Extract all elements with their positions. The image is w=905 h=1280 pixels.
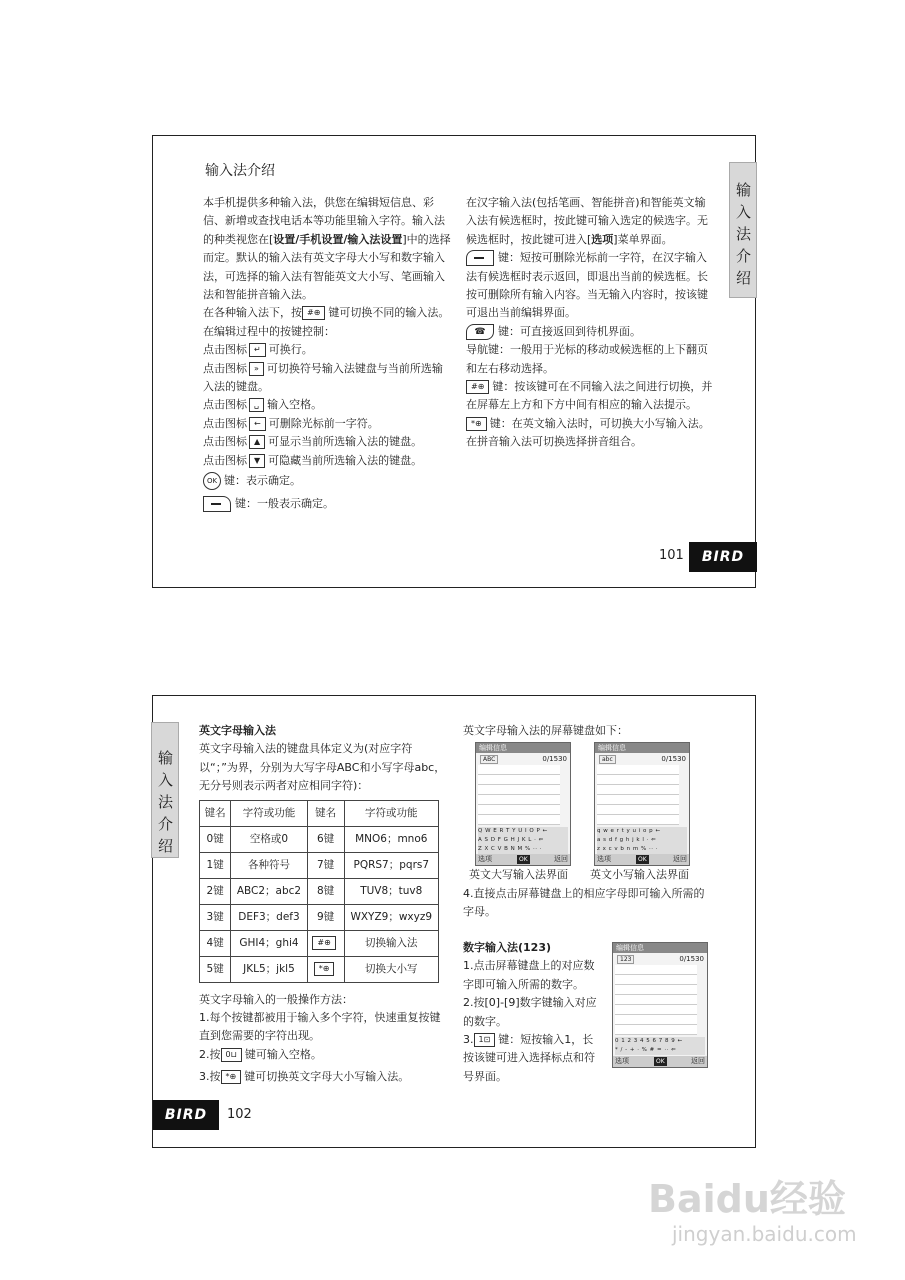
softkey-left: 选项	[597, 855, 611, 863]
icon-line	[203, 396, 453, 414]
hash-key-icon: #⊕	[466, 380, 489, 394]
zero-key-icon: 0⊔	[221, 1048, 242, 1062]
softkey-bar	[613, 1056, 707, 1067]
mode-indicator: ABC	[480, 755, 498, 764]
star-key-icon: *⊕	[466, 417, 487, 431]
function-key-icon: #⊕	[312, 936, 335, 950]
page-number: 101	[659, 548, 684, 563]
function-key-icon: *⊕	[314, 962, 335, 976]
table-cell: 空格或0	[231, 826, 307, 852]
clear-key-paragraph	[466, 249, 714, 323]
text: 键可输入空格。	[244, 1047, 322, 1061]
text: 可隐藏当前所选输入法的键盘。	[268, 453, 423, 467]
side-tab	[729, 162, 757, 298]
page-number: 102	[227, 1107, 252, 1122]
phone-screen-lower	[594, 742, 690, 866]
softkey-bar	[595, 854, 689, 865]
kb-row: A S D F G H J K L · ⇐	[478, 837, 544, 843]
keyboard-icon: ↵	[249, 343, 266, 357]
kb-row: z x c v b n m % ·· ·	[597, 846, 658, 852]
text: 在各种输入法下，按	[203, 306, 302, 320]
bird-logo: BIRD	[689, 542, 757, 572]
icon-line	[203, 341, 453, 359]
star-key-icon: *⊕	[221, 1070, 242, 1084]
text-area	[478, 765, 560, 825]
icon-lines	[203, 341, 453, 470]
text: 键：短按输入1，长按该键可进入选择标点和符号界面。	[463, 1033, 595, 1083]
keyboard-icon: ←	[249, 417, 266, 431]
keyboard-icon: ▲	[249, 435, 265, 449]
table-cell: PQRS7；pqrs7	[344, 852, 438, 878]
numeric-section	[463, 939, 603, 1086]
table-row	[200, 930, 439, 956]
text: 点击图标	[203, 343, 247, 357]
table-header-row	[200, 800, 439, 826]
text: 键：在英文输入法时，可切换大小写输入法。在拼音输入法可切换选择拼音组合。	[466, 416, 710, 449]
table-cell: MNO6；mno6	[344, 826, 438, 852]
text: 键可切换不同的输入法。	[328, 306, 450, 320]
table-cell: 各种符号	[231, 852, 307, 878]
candidate-paragraph	[466, 194, 714, 249]
table-cell: 0键	[200, 826, 231, 852]
table-header-cell: 键名	[200, 800, 231, 826]
side-tab	[151, 722, 179, 858]
table-cell: 7键	[307, 852, 344, 878]
table-cell: 2键	[200, 878, 231, 904]
text: 在汉字输入法(包括笔画、智能拼音)和智能英文输入法有候选框时，按此键可输入选定的候选字。无候选框时，按此键可进入[	[466, 196, 708, 246]
ok-key-icon: OK	[203, 472, 221, 490]
char-count: 0/1530	[679, 955, 704, 963]
text: 键：表示确定。	[224, 474, 301, 488]
table-cell	[307, 956, 344, 982]
icon-line	[203, 415, 453, 433]
icon-line	[203, 433, 453, 451]
table-row	[200, 852, 439, 878]
table-cell: JKL5；jkl5	[231, 956, 307, 982]
keyboard-icon: ␣	[249, 398, 264, 412]
table-cell: 3键	[200, 904, 231, 930]
softkey-line	[203, 495, 453, 513]
table-header-cell: 字符或功能	[344, 800, 438, 826]
keyboard-icon: »	[249, 362, 264, 376]
table-cell: 8键	[307, 878, 344, 904]
screen-title: 编辑信息	[595, 743, 689, 753]
text: 键：一般表示确定。	[235, 496, 334, 510]
mode-indicator: 123	[617, 955, 634, 964]
kb-row: a s d f g h j k l · ⇐	[597, 837, 657, 843]
end-key-paragraph	[466, 323, 714, 341]
caption-lower: 英文小写输入法界面	[590, 868, 689, 881]
switch-paragraph	[203, 304, 453, 322]
table-header-cell: 键名	[307, 800, 344, 826]
ops-title: 英文字母输入的一般操作方法：	[199, 992, 353, 1006]
text: 点击图标	[203, 435, 247, 449]
onscreen-keyboard	[478, 827, 568, 854]
hash-key-icon: #⊕	[302, 306, 325, 320]
page-101	[152, 135, 756, 588]
menu-option: 选项	[591, 232, 614, 246]
mode-indicator: abc	[599, 755, 616, 764]
text: 键：可直接返回到待机界面。	[498, 324, 641, 338]
text-area	[597, 765, 679, 825]
section-intro: 英文字母输入法的键盘具体定义为(对应字符以“；”为界，分别为大写字母ABC和小写字母abc，无分号则表示两者对应相同字符)：	[199, 742, 446, 793]
softkey-ok: OK	[519, 856, 528, 863]
softkey-ok: OK	[656, 1058, 665, 1065]
op-2	[199, 1046, 449, 1064]
text: 3.按	[199, 1070, 221, 1084]
key-table	[199, 800, 439, 983]
table-header-cell: 字符或功能	[231, 800, 307, 826]
text: 可显示当前所选输入法的键盘。	[268, 435, 423, 449]
table-cell: GHI4；ghi4	[231, 930, 307, 956]
text: 点击图标	[203, 361, 247, 375]
table-cell	[307, 930, 344, 956]
screen-title: 编辑信息	[476, 743, 570, 753]
text: ]中的选择而定。默认的输入法有英文字母大小写和数字输入法，可选择的输入法有智能英文大小写、笔画输入法和智能拼音输入法。	[203, 232, 451, 302]
kb-row: q w e r t y u i o p ←	[597, 828, 661, 834]
table-cell: 切换大小写	[344, 956, 438, 982]
text: 本手机提供多种输入法，供您在编辑短信息、彩信、新增或查找电话本等功能里输入字符。输入法的种类视您在[	[203, 196, 445, 246]
table-row	[200, 956, 439, 982]
softkey-right: 返回	[673, 855, 687, 863]
nav-key-paragraph: 导航键：一般用于光标的移动或候选框的上下翻页和左右移动选择。	[466, 343, 708, 375]
keyboard-icon: ▼	[249, 454, 265, 468]
text: 3.	[463, 1033, 474, 1047]
page-title: 输入法介绍	[205, 163, 275, 179]
section-title: 数字输入法(123)	[463, 941, 552, 954]
left-softkey-icon	[203, 496, 231, 512]
table-cell: TUV8；tuv8	[344, 878, 438, 904]
text: 输入空格。	[267, 398, 323, 412]
icon-line	[203, 452, 453, 470]
left-column	[203, 194, 453, 513]
text: 2.按	[199, 1047, 221, 1061]
side-tab-text: 输入法介绍	[736, 181, 752, 287]
note-4: 4.直接点击屏幕键盘上的相应字母即可输入所需的字母。	[463, 887, 705, 919]
phone-screen-upper	[475, 742, 571, 866]
icon-line	[203, 360, 453, 397]
op-3	[199, 1068, 449, 1086]
section-title: 英文字母输入法	[199, 724, 276, 737]
control-heading: 在编辑过程中的按键控制：	[203, 324, 335, 338]
intro-paragraph	[203, 194, 453, 304]
char-count: 0/1530	[661, 755, 686, 763]
onscreen-keyboard	[615, 1037, 705, 1055]
text: 可换行。	[268, 343, 313, 357]
table-row	[200, 904, 439, 930]
phone-screen-numeric	[612, 942, 708, 1068]
text: 点击图标	[203, 416, 247, 430]
screen-intro: 英文字母输入法的屏幕键盘如下：	[463, 724, 628, 737]
table-cell: DEF3；def3	[231, 904, 307, 930]
softkey-left: 选项	[478, 855, 492, 863]
softkey-bar	[476, 854, 570, 865]
kb-row: Q W E R T Y U I O P ←	[478, 828, 548, 834]
right-softkey-icon	[466, 250, 494, 266]
screen-title: 编辑信息	[613, 943, 707, 953]
one-key-icon: 1⊡	[474, 1033, 496, 1047]
side-tab-text: 输入法介绍	[158, 749, 174, 855]
watermark-url: jingyan.baidu.com	[672, 1222, 857, 1246]
table-cell: 9键	[307, 904, 344, 930]
num-3	[463, 1031, 603, 1086]
text: 可切换符号输入法键盘与当前所选输入法的键盘。	[203, 361, 443, 394]
num-1: 1.点击屏幕键盘上的对应数字即可输入所需的数字。	[463, 959, 595, 991]
left-column	[199, 722, 449, 1087]
end-call-icon: ☎	[466, 324, 494, 340]
table-cell: 1键	[200, 852, 231, 878]
baidu-watermark: Baidu经验	[648, 1177, 846, 1221]
text: 点击图标	[203, 398, 247, 412]
table-cell: 5键	[200, 956, 231, 982]
page-102	[152, 695, 756, 1148]
text: 键可切换英文字母大小写输入法。	[244, 1070, 410, 1084]
kb-row: * / - + · % # = ·· ⇐	[615, 1047, 677, 1053]
ok-line	[203, 472, 453, 490]
table-cell: WXYZ9；wxyz9	[344, 904, 438, 930]
table-cell: ABC2；abc2	[231, 878, 307, 904]
char-count: 0/1530	[542, 755, 567, 763]
onscreen-keyboard	[597, 827, 687, 854]
kb-row: Z X C V B N M % ·· ·	[478, 846, 542, 852]
softkey-ok: OK	[638, 856, 647, 863]
text: 键：短按可删除光标前一字符，在汉字输入法有候选框时表示返回，即退出当前的候选框。长按可删除所有输入内容。当无输入内容时，按该键可退出当前编辑界面。	[466, 251, 708, 320]
text: 点击图标	[203, 453, 247, 467]
table-cell: 4键	[200, 930, 231, 956]
text: 键：按该键可在不同输入法之间进行切换，并在屏幕左上方和下方中间有相应的输入法提示。	[466, 380, 713, 412]
right-column	[466, 194, 714, 452]
op-1: 1.每个按键都被用于输入多个字符，快速重复按键直到您需要的字符出现。	[199, 1011, 441, 1043]
menu-path: 设置/手机设置/输入法设置	[273, 232, 403, 246]
num-2: 2.按[0]-[9]数字键输入对应的数字。	[463, 996, 597, 1028]
softkey-right: 返回	[691, 1057, 705, 1065]
softkey-left: 选项	[615, 1057, 629, 1065]
table-row	[200, 878, 439, 904]
caption-upper: 英文大写输入法界面	[469, 868, 568, 881]
softkey-right: 返回	[554, 855, 568, 863]
table-row	[200, 826, 439, 852]
bird-logo: BIRD	[153, 1100, 219, 1130]
star-key-paragraph	[466, 415, 714, 452]
hash-key-paragraph	[466, 378, 714, 415]
text: 可删除光标前一字符。	[268, 416, 379, 430]
table-cell: 切换输入法	[344, 930, 438, 956]
text-area	[615, 965, 697, 1035]
kb-row: 0 1 2 3 4 5 6 7 8 9 ←	[615, 1038, 683, 1044]
text: ]菜单界面。	[613, 232, 673, 246]
table-cell: 6键	[307, 826, 344, 852]
